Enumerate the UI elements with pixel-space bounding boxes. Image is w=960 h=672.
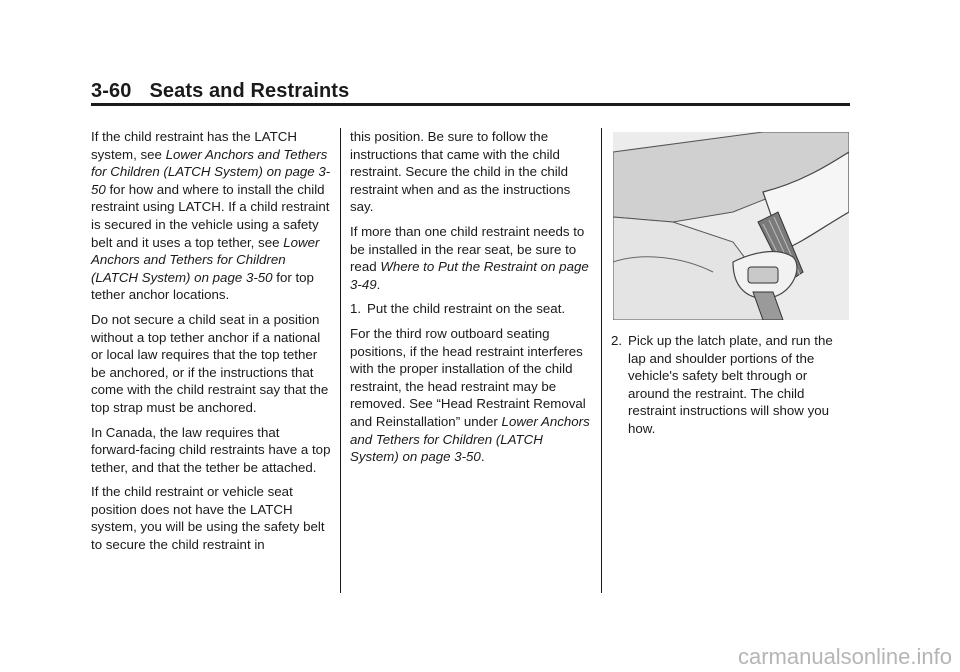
- paragraph: this position. Be sure to follow the instructions that came with the child restraint. Secure the child in the child restraint when and as the instructions say.: [350, 129, 571, 215]
- column-right: [611, 128, 851, 445]
- seat-belt-latch-illustration-icon: [613, 132, 849, 320]
- cross-reference-link[interactable]: Lower Anchors and Tethers for Children (LATCH System) on page 3-50: [350, 413, 590, 465]
- cross-reference-link[interactable]: Lower Anchors and Tethers for Children (LATCH System) on page 3-50: [91, 234, 320, 285]
- page-number: 3-60: [91, 80, 132, 102]
- cross-reference-link[interactable]: Where to Put the Restraint on page 3-49: [350, 259, 589, 292]
- column-middle: [350, 128, 590, 473]
- watermark: carmanualsonline.info: [737, 644, 952, 669]
- column-divider: [601, 128, 602, 593]
- paragraph: Do not secure a child seat in a position without a top tether anchor if a national or local law requires that the top tether be anchored, or if the instructions that come with the child restraint say that the top strap must be anchored.: [91, 311, 329, 415]
- paragraph: If the child restraint or vehicle seat position does not have the LATCH system, you will be using the safety belt to secure the child restraint in: [91, 484, 325, 553]
- page-header: [91, 80, 349, 103]
- section-title: Seats and Restraints: [149, 80, 350, 102]
- paragraph: If more than one child restraint needs to be installed in the rear seat, be sure to read Where to Put the Restraint on page 3-49.: [350, 223, 589, 292]
- list-item: 1. Put the child restraint on the seat.: [350, 301, 566, 317]
- paragraph: If the child restraint has the LATCH system, see Lower Anchors and Tethers for Children (LATCH System) on page 3-50 for how and where to install the child restraint using LATCH. If a child restraint is secured in the vehicle using a safety belt and it uses a top tether, see Lower Anchors and Tethers for Children (LATCH System) on page 3-50 for top tether anchor locations.: [91, 129, 331, 303]
- column-divider: [340, 128, 341, 593]
- list-item: 2. Pick up the latch plate, and run the lap and shoulder portions of the vehicle's safety belt through or around the restraint. The child restraint instructions will show you how.: [611, 333, 833, 436]
- cross-reference-link[interactable]: Lower Anchors and Tethers for Children (LATCH System) on page 3-50: [91, 146, 331, 197]
- step-note: For the third row outboard seating positions, if the head restraint interferes with the proper installation of the child restraint, the head restraint may be removed. See “Head Restraint Removal and Reinstallation” under Lower Anchors and Tethers for Children (LATCH System) on page 3-50.: [350, 325, 590, 465]
- paragraph: In Canada, the law requires that forward-facing child restraints have a top tether, and that the tether be attached.: [91, 424, 331, 475]
- header-rule: [91, 103, 850, 106]
- column-left: [91, 128, 331, 561]
